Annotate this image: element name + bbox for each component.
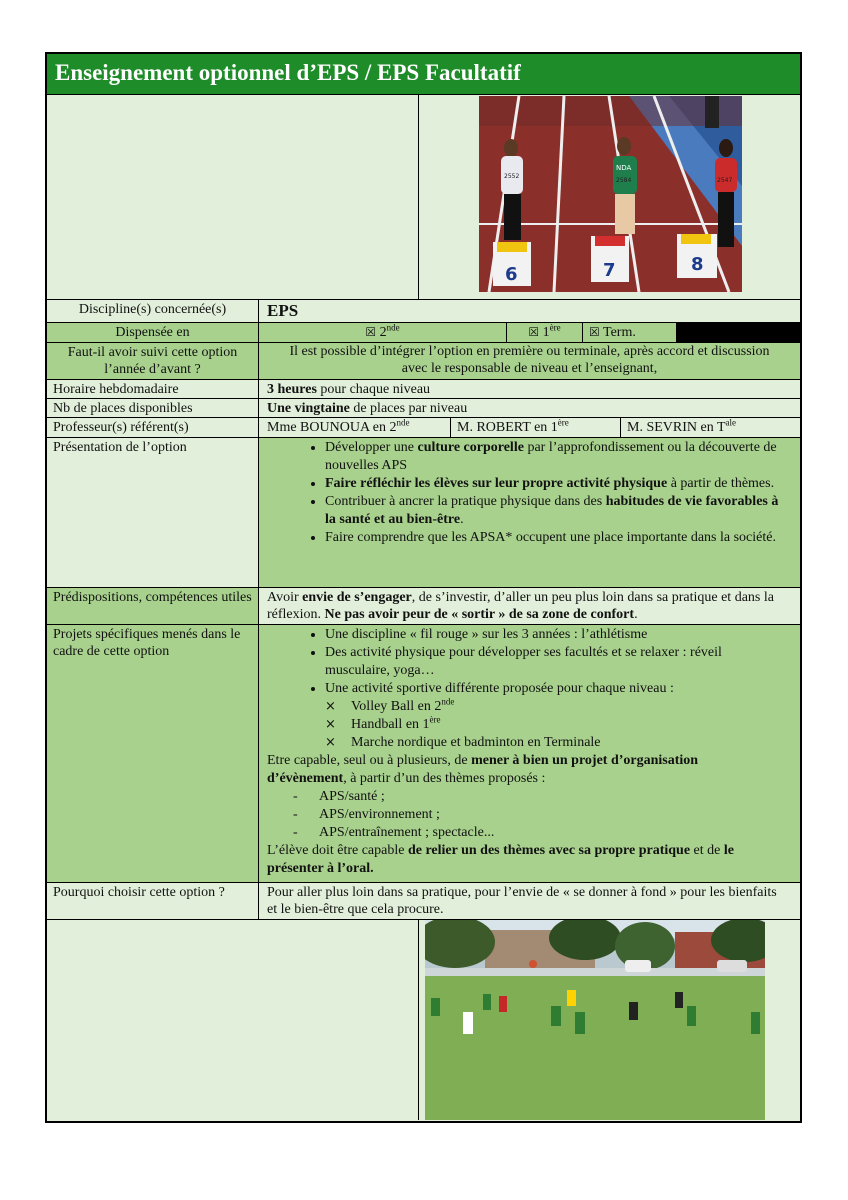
level-terminale: ☒ Term. [583,323,677,342]
level-premiere: ☒ 1ère [507,323,583,342]
list-item: • Développer une culture corporelle par l’approfondissement ou la découverte de nouvelles APS [325,439,780,475]
list-item: × Volley Ball en 2nde [351,698,780,716]
list-item: • Une activité sportive différente proposée pour chaque niveau : [325,680,780,698]
lane-7: 7 [603,260,616,281]
value-prerequis: Il est possible d’intégrer l’option en première ou terminale, après accord et discussion avec le responsable de niveau et l’enseignant, [259,343,800,379]
professor-1: Mme BOUNOUA en 2nde [259,418,451,437]
list-item: • Une discipline « fil rouge » sur les 3 années : l’athlétisme [325,626,780,644]
project-paragraph: Etre capable, seul ou à plusieurs, de mener à bien un projet d’organisation d’évènement, à partir d’un des thèmes proposés : [267,753,699,786]
list-item: • Faire comprendre que les APSA* occupent une place importante dans la société. [325,529,780,547]
checkbox-icon: ☒ [528,325,540,339]
label-presentation: Présentation de l’option [47,438,259,587]
photo-cell [419,95,800,299]
top-photo-row [47,95,800,300]
list-item: • Faire réfléchir les élèves sur leur propre activité physique à partir de thèmes. [325,475,780,493]
label-discipline: Discipline(s) concernée(s) [47,300,259,322]
list-item: × Marche nordique et badminton en Terminale [351,734,780,752]
row-professeurs [47,418,800,438]
label-professeurs: Professeur(s) référent(s) [47,418,259,437]
row-prerequis [47,343,800,380]
value-places: Une vingtaine de places par niveau [267,401,468,416]
list-item: × Handball en 1ère [351,716,780,734]
list-item: - APS/entraînement ; spectacle... [323,824,780,842]
athletics-track-photo [479,96,742,292]
row-discipline [47,300,800,323]
professor-2: M. ROBERT en 1ère [451,418,621,437]
value-predispositions: Avoir envie de s’engager, de s’investir, d’aller un peu plus loin dans sa pratique et dans la réflexion. Ne pas avoir peur de « sortir » de sa zone de confort. [267,590,774,622]
professor-3: M. SEVRIN en $T^{ale}$ [627,417,737,435]
row-horaire [47,380,800,399]
value-horaire: 3 heures pour chaque niveau [267,382,431,397]
value-pourquoi: Pour aller plus loin dans sa pratique, pour l’envie de « se donner à fond » pour les bienfaits et le bien-être que cela procure. [267,885,777,917]
oral-paragraph: L’élève doit être capable de relier un des thèmes avec sa propre pratique et de le présenter à l’oral. [267,843,734,876]
lane-8: 8 [691,254,704,275]
lane-6: 6 [505,264,518,285]
bib-1: 2552 [504,173,520,180]
themes-list [267,788,780,842]
label-places: Nb de places disponibles [47,399,259,417]
bib-3: 2547 [717,177,733,184]
value-discipline: EPS [267,301,299,320]
option-sheet [45,52,802,1123]
page-title: Enseignement optionnel d’EPS / EPS Facultatif [47,54,800,95]
label-projets: Projets spécifiques menés dans le cadre de cette option [47,625,259,882]
label-predispositions: Prédispositions, compétences utiles [47,588,259,624]
row-presentation [47,438,800,588]
level-seconde: ☒ 2nde [259,323,507,342]
label-prerequis: Faut-il avoir suivi cette option l’année d’avant ? [47,343,259,379]
list-item: - APS/santé ; [323,788,780,806]
label-horaire: Horaire hebdomadaire [47,380,259,398]
list-item: • Contribuer à ancrer la pratique physique dans des habitudes de vie favorables à la santé et au bien-être. [325,493,780,529]
jersey-text: NDA [616,164,632,172]
handball-field-photo [425,920,765,1120]
row-dispensee [47,323,800,343]
levels-list [267,698,780,752]
row-projets [47,625,800,883]
projets-list [267,626,780,698]
empty-cell [47,920,419,1120]
row-places [47,399,800,418]
checkbox-icon: ☒ [589,325,600,339]
list-item: - APS/environnement ; [323,806,780,824]
value-presentation [259,438,800,587]
presentation-list [267,439,780,547]
label-pourquoi: Pourquoi choisir cette option ? [47,883,259,919]
black-filler [677,323,800,342]
value-projets [259,625,800,882]
row-pourquoi [47,883,800,920]
checkbox-icon: ☒ [365,325,377,339]
empty-cell [47,95,419,299]
list-item: • Des activité physique pour développer ses facultés et se relaxer : réveil musculaire, yoga… [325,644,780,680]
bottom-photo-row [47,920,800,1120]
row-predispositions [47,588,800,625]
photo-cell [419,920,800,1120]
bib-2: 2584 [616,177,632,184]
label-dispensee: Dispensée en [47,323,259,342]
